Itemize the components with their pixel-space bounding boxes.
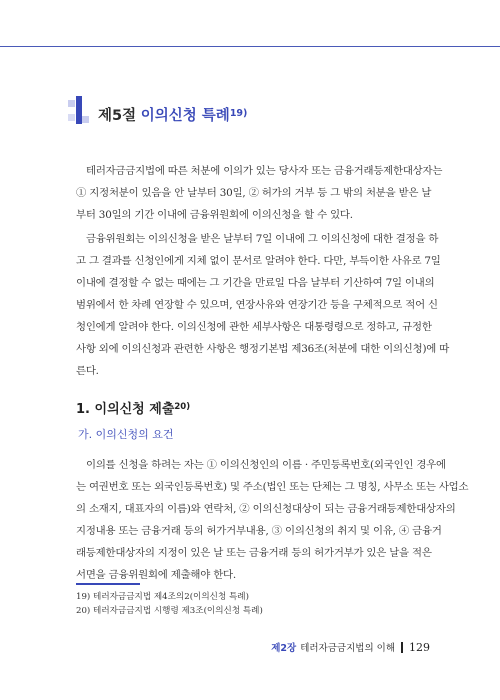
text-line: 른다. bbox=[76, 365, 99, 377]
text-line: 의 소재지, 대표자의 이름)와 연락처, ② 이의신청대상이 되는 금융거래등제한대상자의 bbox=[76, 503, 456, 515]
text-line: 서면을 금융위원회에 제출해야 한다. bbox=[76, 569, 236, 581]
text-line: 청인에게 알려야 한다. 이의신청에 관한 세부사항은 대통령령으로 정하고, 규정한 bbox=[76, 321, 432, 333]
text-line: 고 그 결과를 신청인에게 지체 없이 문서로 알려야 한다. 다만, 부득이한 사유로 7일 bbox=[76, 255, 441, 267]
decorative-square bbox=[68, 114, 75, 121]
text-line: 래등제한대상자의 지정이 있은 날 또는 금융거래 등의 허가거부가 있은 날을 적은 bbox=[76, 547, 432, 559]
paragraph-1 bbox=[76, 160, 443, 226]
footnote-ref: 19) bbox=[229, 108, 248, 119]
text-line: ① 지정처분이 있음을 안 날부터 30일, ② 허가의 거부 등 그 밖의 처분을 받은 날 bbox=[76, 187, 432, 199]
subsection-heading bbox=[76, 398, 190, 417]
page-footer bbox=[271, 640, 430, 654]
footnote: 19) 테러자금금지법 제4조의2(이의신청 특례) bbox=[76, 592, 249, 602]
text-line: 이내에 결정할 수 없는 때에는 그 기간을 만료일 다음 날부터 기산하여 7일 이내의 bbox=[76, 277, 435, 289]
text-line: 범위에서 한 차례 연장할 수 있으며, 연장사유와 연장기간 등을 구체적으로 적어 신 bbox=[76, 299, 438, 311]
footer-chapter: 제2장 bbox=[271, 643, 297, 654]
section-title bbox=[98, 104, 247, 125]
section-name: 이의신청 특례 bbox=[140, 108, 230, 124]
footer-divider bbox=[401, 642, 403, 653]
footer-chapter-title: 테러자금금지법의 이해 bbox=[300, 643, 395, 654]
footnote-ref: 20) bbox=[174, 402, 191, 412]
decorative-square bbox=[68, 100, 75, 107]
text-line: 테러자금금지법에 따른 처분에 이의가 있는 당사자 또는 금융거래등제한대상자는 bbox=[86, 165, 443, 177]
subsection-title: 1. 이의신청 제출 bbox=[76, 402, 175, 417]
text-line: 사항 외에 이의신청과 관련한 사항은 행정기본법 제36조(처분에 대한 이의신청)에 따 bbox=[76, 343, 450, 355]
section-heading bbox=[68, 96, 448, 126]
paragraph-2 bbox=[76, 228, 450, 382]
subsubsection-heading: 가. 이의신청의 요건 bbox=[78, 428, 174, 441]
paragraph-3 bbox=[76, 454, 469, 586]
section-number: 제5절 bbox=[98, 108, 137, 124]
decorative-square bbox=[82, 116, 89, 123]
footnote: 20) 테러자금금지법 시행령 제3조(이의신청 특례) bbox=[76, 606, 263, 616]
text-line: 이의를 신청을 하려는 자는 ① 이의신청인의 이름 · 주민등록번호(외국인인 경우에 bbox=[86, 459, 446, 471]
header-rule bbox=[0, 46, 500, 47]
footnote-rule bbox=[76, 583, 140, 585]
text-line: 지정내용 또는 금융거래 등의 허가거부내용, ③ 이의신청의 취지 및 이유, ④ 금융거 bbox=[76, 525, 442, 537]
text-line: 는 여권번호 또는 외국인등록번호) 및 주소(법인 또는 단체는 그 명칭, 사무소 또는 사업소 bbox=[76, 481, 469, 493]
page-number: 129 bbox=[409, 640, 430, 654]
text-line: 부터 30일의 기간 이내에 금융위원회에 이의신청을 할 수 있다. bbox=[76, 209, 353, 221]
text-line: 금융위원회는 이의신청을 받은 날부터 7일 이내에 그 이의신청에 대한 결정을 하 bbox=[86, 233, 439, 245]
